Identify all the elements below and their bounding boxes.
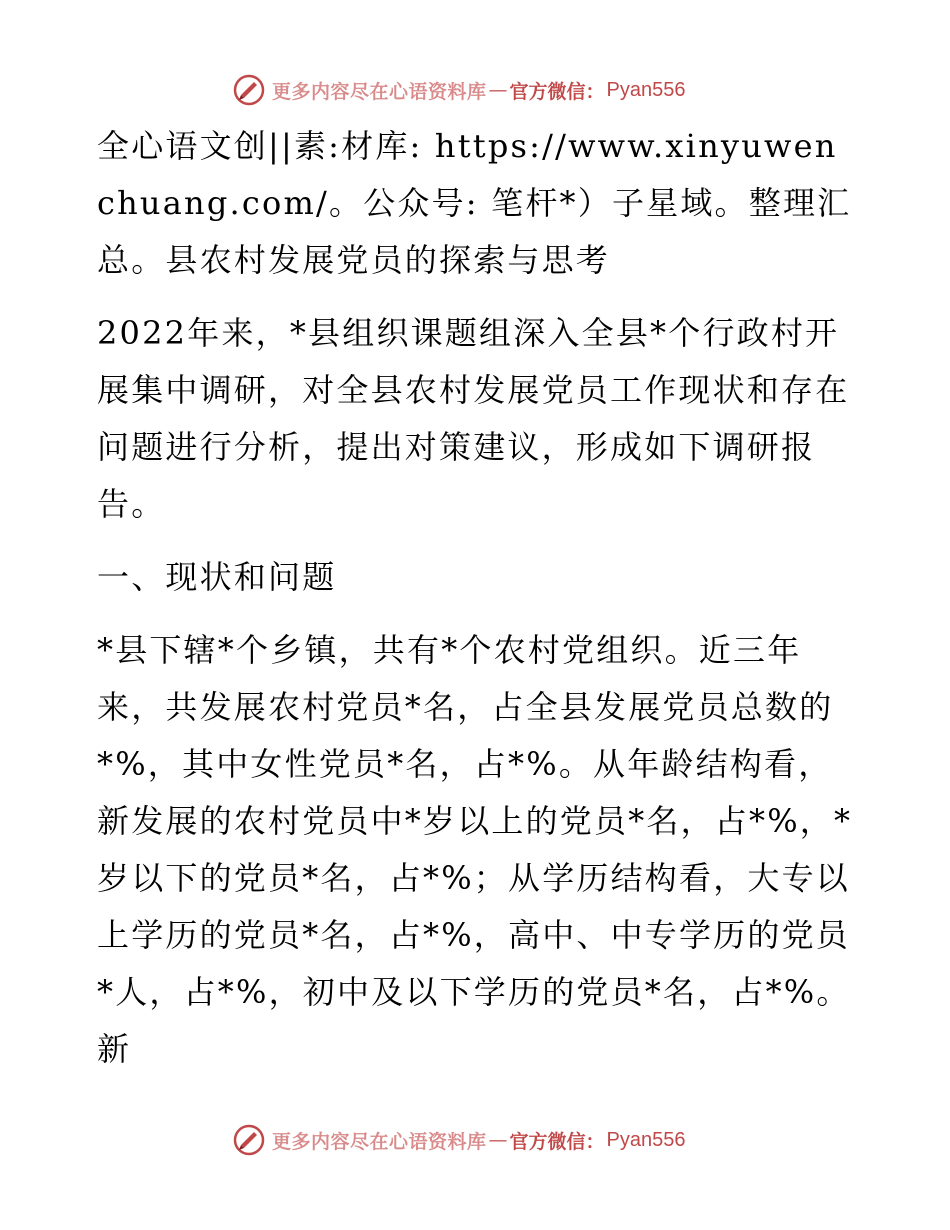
footer-watermark bbox=[232, 1122, 686, 1158]
watermark-text: 更多内容尽在心语资料库 bbox=[272, 1130, 487, 1153]
paragraph-2: *县下辖*个乡镇，共有*个农村党组织。近三年来，共发展农村党员*名，占全县发展党员总数的*%，其中女性党员*名，占*%。从年龄结构看，新发展的农村党员中*岁以上的党员*名，占*%，*岁以下的党员*名，占*%；从学历结构看，大专以上学历的党员*名，占*%，高中、中专学历的党员*人，占*%，初中及以下学历的党员*名，占*%。新 bbox=[97, 631, 853, 1068]
document-body bbox=[97, 118, 857, 1078]
paragraph-1: 2022年来，*县组织课题组深入全县*个行政村开展集中调研，对全县农村发展党员工作现状和存在问题进行分析，提出对策建议，形成如下调研报告。 bbox=[97, 314, 850, 523]
header-watermark bbox=[232, 72, 686, 108]
brand-logo-icon bbox=[232, 73, 266, 107]
watermark-wechat-id: Pyan556 bbox=[606, 78, 686, 101]
intro-paragraph: 全心语文创||素:材库: https://www.xinyuwenchuang.com/。公众号: 笔杆*）子星域。整理汇总。县农村发展党员的探索与思考 bbox=[97, 127, 852, 279]
watermark-text: 更多内容尽在心语资料库 bbox=[272, 80, 487, 103]
watermark-official-label: 官方微信： bbox=[509, 80, 605, 103]
watermark-official-label: 官方微信： bbox=[509, 1130, 605, 1153]
watermark-wechat-id: Pyan556 bbox=[606, 1128, 686, 1151]
watermark-separator: — bbox=[488, 1129, 508, 1151]
brand-logo-icon bbox=[232, 1123, 266, 1157]
section-heading: 一、现状和问题 bbox=[97, 558, 337, 596]
watermark-separator: — bbox=[488, 79, 508, 101]
